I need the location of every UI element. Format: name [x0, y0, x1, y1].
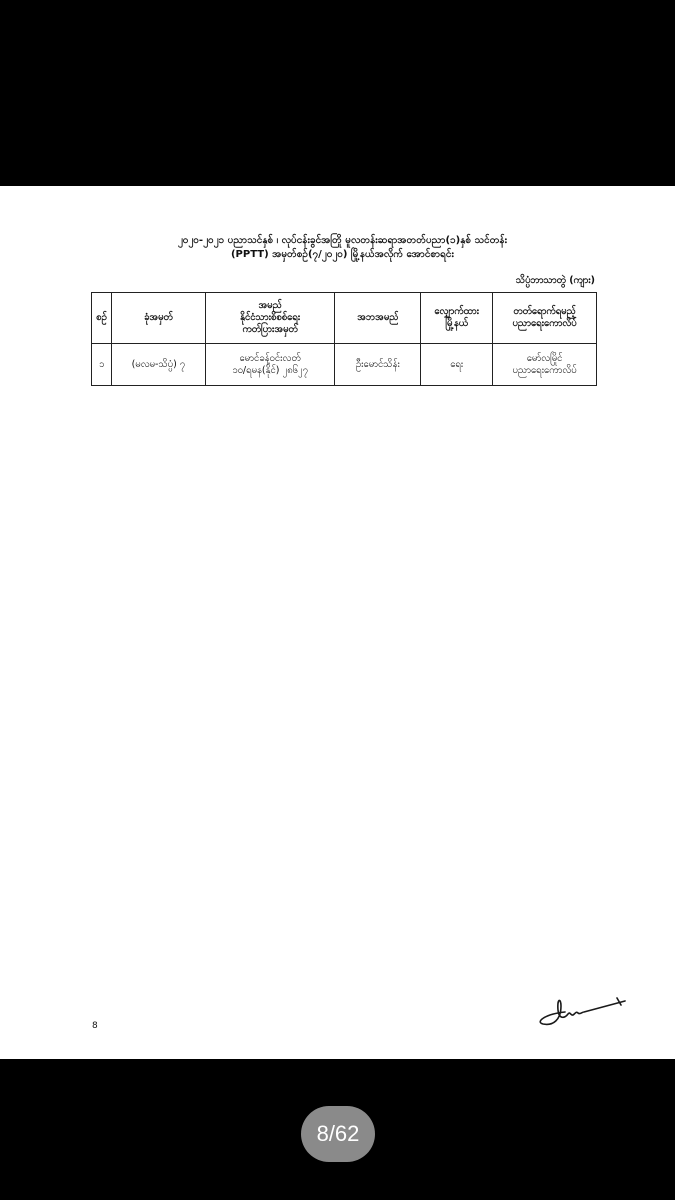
viewer-top-bar — [0, 0, 675, 186]
cell-township: ရေး — [421, 344, 493, 386]
header-township: လျှောက်ထား မြို့နယ် — [421, 293, 493, 344]
page-number: 8 — [92, 1021, 98, 1031]
page-counter-badge[interactable]: 8/62 — [301, 1106, 375, 1162]
header-roll-no: ခုံအမှတ် — [111, 293, 205, 344]
cell-roll-no: (မလမ-သိပ္ပံ) ၇ — [111, 344, 205, 386]
document-page — [0, 186, 675, 1059]
document-title — [90, 234, 595, 262]
region-label: သိပ္ပံဘာသာတွဲ (ကျား) — [515, 275, 595, 286]
table-header-row — [92, 293, 597, 344]
table-row — [92, 344, 597, 386]
title-line-2: (PPTT) အမှတ်စဉ်(၇/၂၀၂၀) မြို့နယ်အလိုက် အောင်စာရင်း — [230, 249, 454, 260]
title-line-1: ၂၀၂၀-၂၀၂၁ ပညာသင်နှစ် ၊ လုပ်ငန်းခွင်အတြို မူလတန်းဆရာအတတ်ပညာ(၁)နှစ် သင်တန်း — [177, 235, 508, 246]
header-father-name: အဘအမည် — [335, 293, 421, 344]
results-table — [91, 292, 597, 386]
header-serial: စဉ် — [92, 293, 112, 344]
cell-name: မောင်ခန့်ဝင်းလတ် — [239, 352, 301, 364]
signature-image — [535, 992, 630, 1032]
cell-father: ဦးမောင်သိန်း — [335, 344, 421, 386]
cell-name-nrc — [205, 344, 335, 386]
cell-college: မော်လမြိုင် ပညာရေးကောလိပ် — [493, 344, 597, 386]
cell-serial: ၁ — [92, 344, 112, 386]
header-name-nrc: အမည် နိုင်ငံသားစိစစ်ရေး ကတ်ပြားအမှတ် — [205, 293, 335, 344]
header-college: တတ်ရောက်ရမည့် ပညာရေးကောလိပ် — [493, 293, 597, 344]
cell-nrc: ၁၀/ရမန(နိုင်) ၂၈၆၂၇ — [232, 364, 308, 376]
